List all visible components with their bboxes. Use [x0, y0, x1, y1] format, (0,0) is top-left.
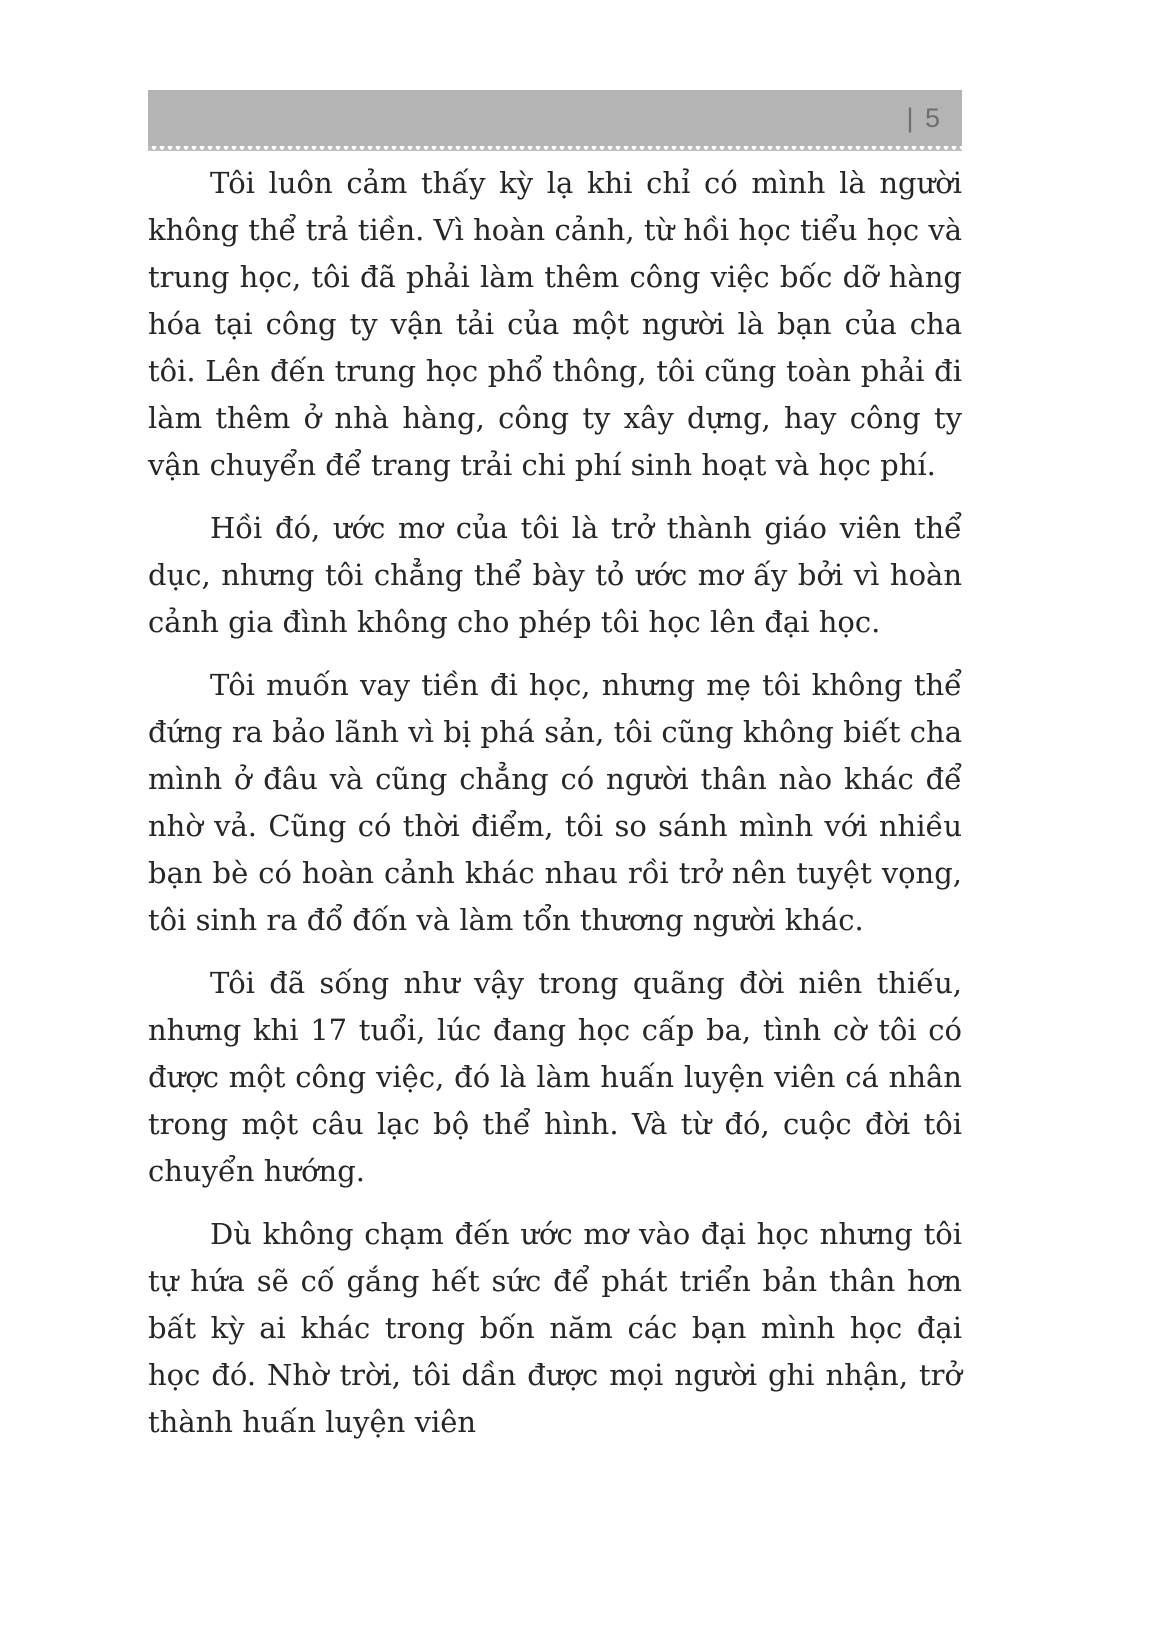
page-header-bar [148, 90, 962, 146]
page-content [148, 160, 962, 1462]
paragraph: Tôi luôn cảm thấy kỳ lạ khi chỉ có mình là người không thể trả tiền. Vì hoàn cảnh, từ hồi học tiểu học và trung học, tôi đã phải làm thêm công việc bốc dỡ hàng hóa tại công ty vận tải của một người là bạn của cha tôi. Lên đến trung học phổ thông, tôi cũng toàn phải đi làm thêm ở nhà hàng, công ty xây dựng, hay công ty vận chuyển để trang trải chi phí sinh hoạt và học phí. [148, 166, 962, 482]
paragraph: Hồi đó, ước mơ của tôi là trở thành giáo viên thể dục, nhưng tôi chẳng thể bày tỏ ước mơ ấy bởi vì hoàn cảnh gia đình không cho phép tôi học lên đại học. [148, 511, 962, 639]
page-number: | 5 [906, 102, 942, 133]
paragraph: Tôi đã sống như vậy trong quãng đời niên thiếu, nhưng khi 17 tuổi, lúc đang học cấp ba, tình cờ tôi có được một công việc, đó là làm huấn luyện viên cá nhân trong một câu lạc bộ thể hình. Và từ đó, cuộc đời tôi chuyển hướng. [148, 966, 962, 1188]
paragraph: Tôi muốn vay tiền đi học, nhưng mẹ tôi không thể đứng ra bảo lãnh vì bị phá sản, tôi cũng không biết cha mình ở đâu và cũng chẳng có người thân nào khác để nhờ vả. Cũng có thời điểm, tôi so sánh mình với nhiều bạn bè có hoàn cảnh khác nhau rồi trở nên tuyệt vọng, tôi sinh ra đổ đốn và làm tổn thương người khác. [148, 668, 962, 937]
paragraph: Dù không chạm đến ước mơ vào đại học nhưng tôi tự hứa sẽ cố gắng hết sức để phát triển bản thân hơn bất kỳ ai khác trong bốn năm các bạn mình học đại học đó. Nhờ trời, tôi dần được mọi người ghi nhận, trở thành huấn luyện viên [148, 1217, 962, 1439]
